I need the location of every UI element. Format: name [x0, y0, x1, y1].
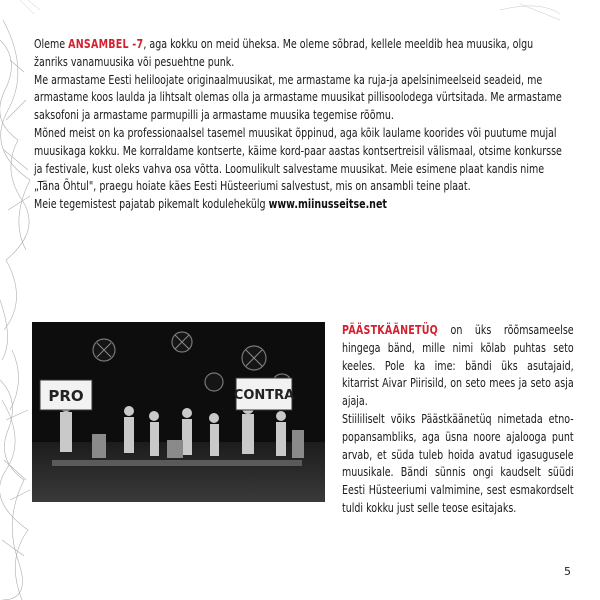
- intro-paragraph-2: Me armastame Eesti heliloojate originaalmuusikat, me armastame ka ruja-ja apelsinimeelseid seadeid, me armastame koos laulda ja lihtsalt olemas olla ja armastame muusikat pillisoolodega vürtsitada. Me armastame saksofoni ja armastame parmupilli ja armastame muusika tegemise rõõmu.: [34, 72, 562, 123]
- sign-contra: CONTRA: [233, 388, 295, 403]
- intro-paragraph-1: Oleme ANSAMBEL -7, aga kokku on meid üheksa. Me oleme sõbrad, kellele meeldib hea muusika, olgu žanriks vanamuusika või pesuehtne punk.: [34, 37, 534, 69]
- band2-text-block: [342, 322, 574, 518]
- website-link[interactable]: www.miinusseitse.net: [268, 197, 387, 212]
- intro-text-block: [34, 36, 562, 214]
- sign-pro: PRO: [48, 387, 84, 405]
- band-name-ansambel: ANSAMBEL -7: [68, 37, 144, 51]
- band2-paragraph-1: PÄÄSTKÄÄNETÜQ on üks rõõmsameelse hingega bänd, mille nimi kõlab puhtas seto keeles. Pole ka ime: bändi üks asutajaid, kitarrist Aivar Piirisild, on seto mees ja seto asja ajaja.: [342, 323, 574, 409]
- intro-paragraph-4: Meie tegemistest pajatab pikemalt kodulehekülg www.miinusseitse.net: [34, 197, 387, 212]
- intro-paragraph-3: Mõned meist on ka professionaalsel tasemel muusikat õppinud, aga kõik laulame koorides või puutume mujal muusikaga kokku. Me korraldame kontserte, käime kord-paar aastas kontsertreisil välismaal, otsime konkursse ja festivale, kust oleks vahva osa võtta. Loomulikult salvestame muusikat. Meie esimene plaat kandis nime „Täna Õhtul", praegu hoiate käes Eesti Hüsteeriumi salvestust, mis on ansambli teine plaat.: [34, 125, 562, 194]
- band-name-paastkaanetuq: PÄÄSTKÄÄNETÜQ: [342, 323, 439, 337]
- page-number: 5: [564, 565, 571, 578]
- concert-photo: [32, 322, 325, 502]
- band2-paragraph-2: Stiililiselt võiks Päästkäänetüq nimetada etno-popansambliks, aga üsna noore ajalooga punt arvab, et süda tuleb hoida avatud igasugusele muusikale. Bändi sünnis ongi kaudselt süüdi Eesti Hüsteeriumi valmimine, sest esmakordselt tuldi kokku just selle teose esitajaks.: [342, 411, 574, 515]
